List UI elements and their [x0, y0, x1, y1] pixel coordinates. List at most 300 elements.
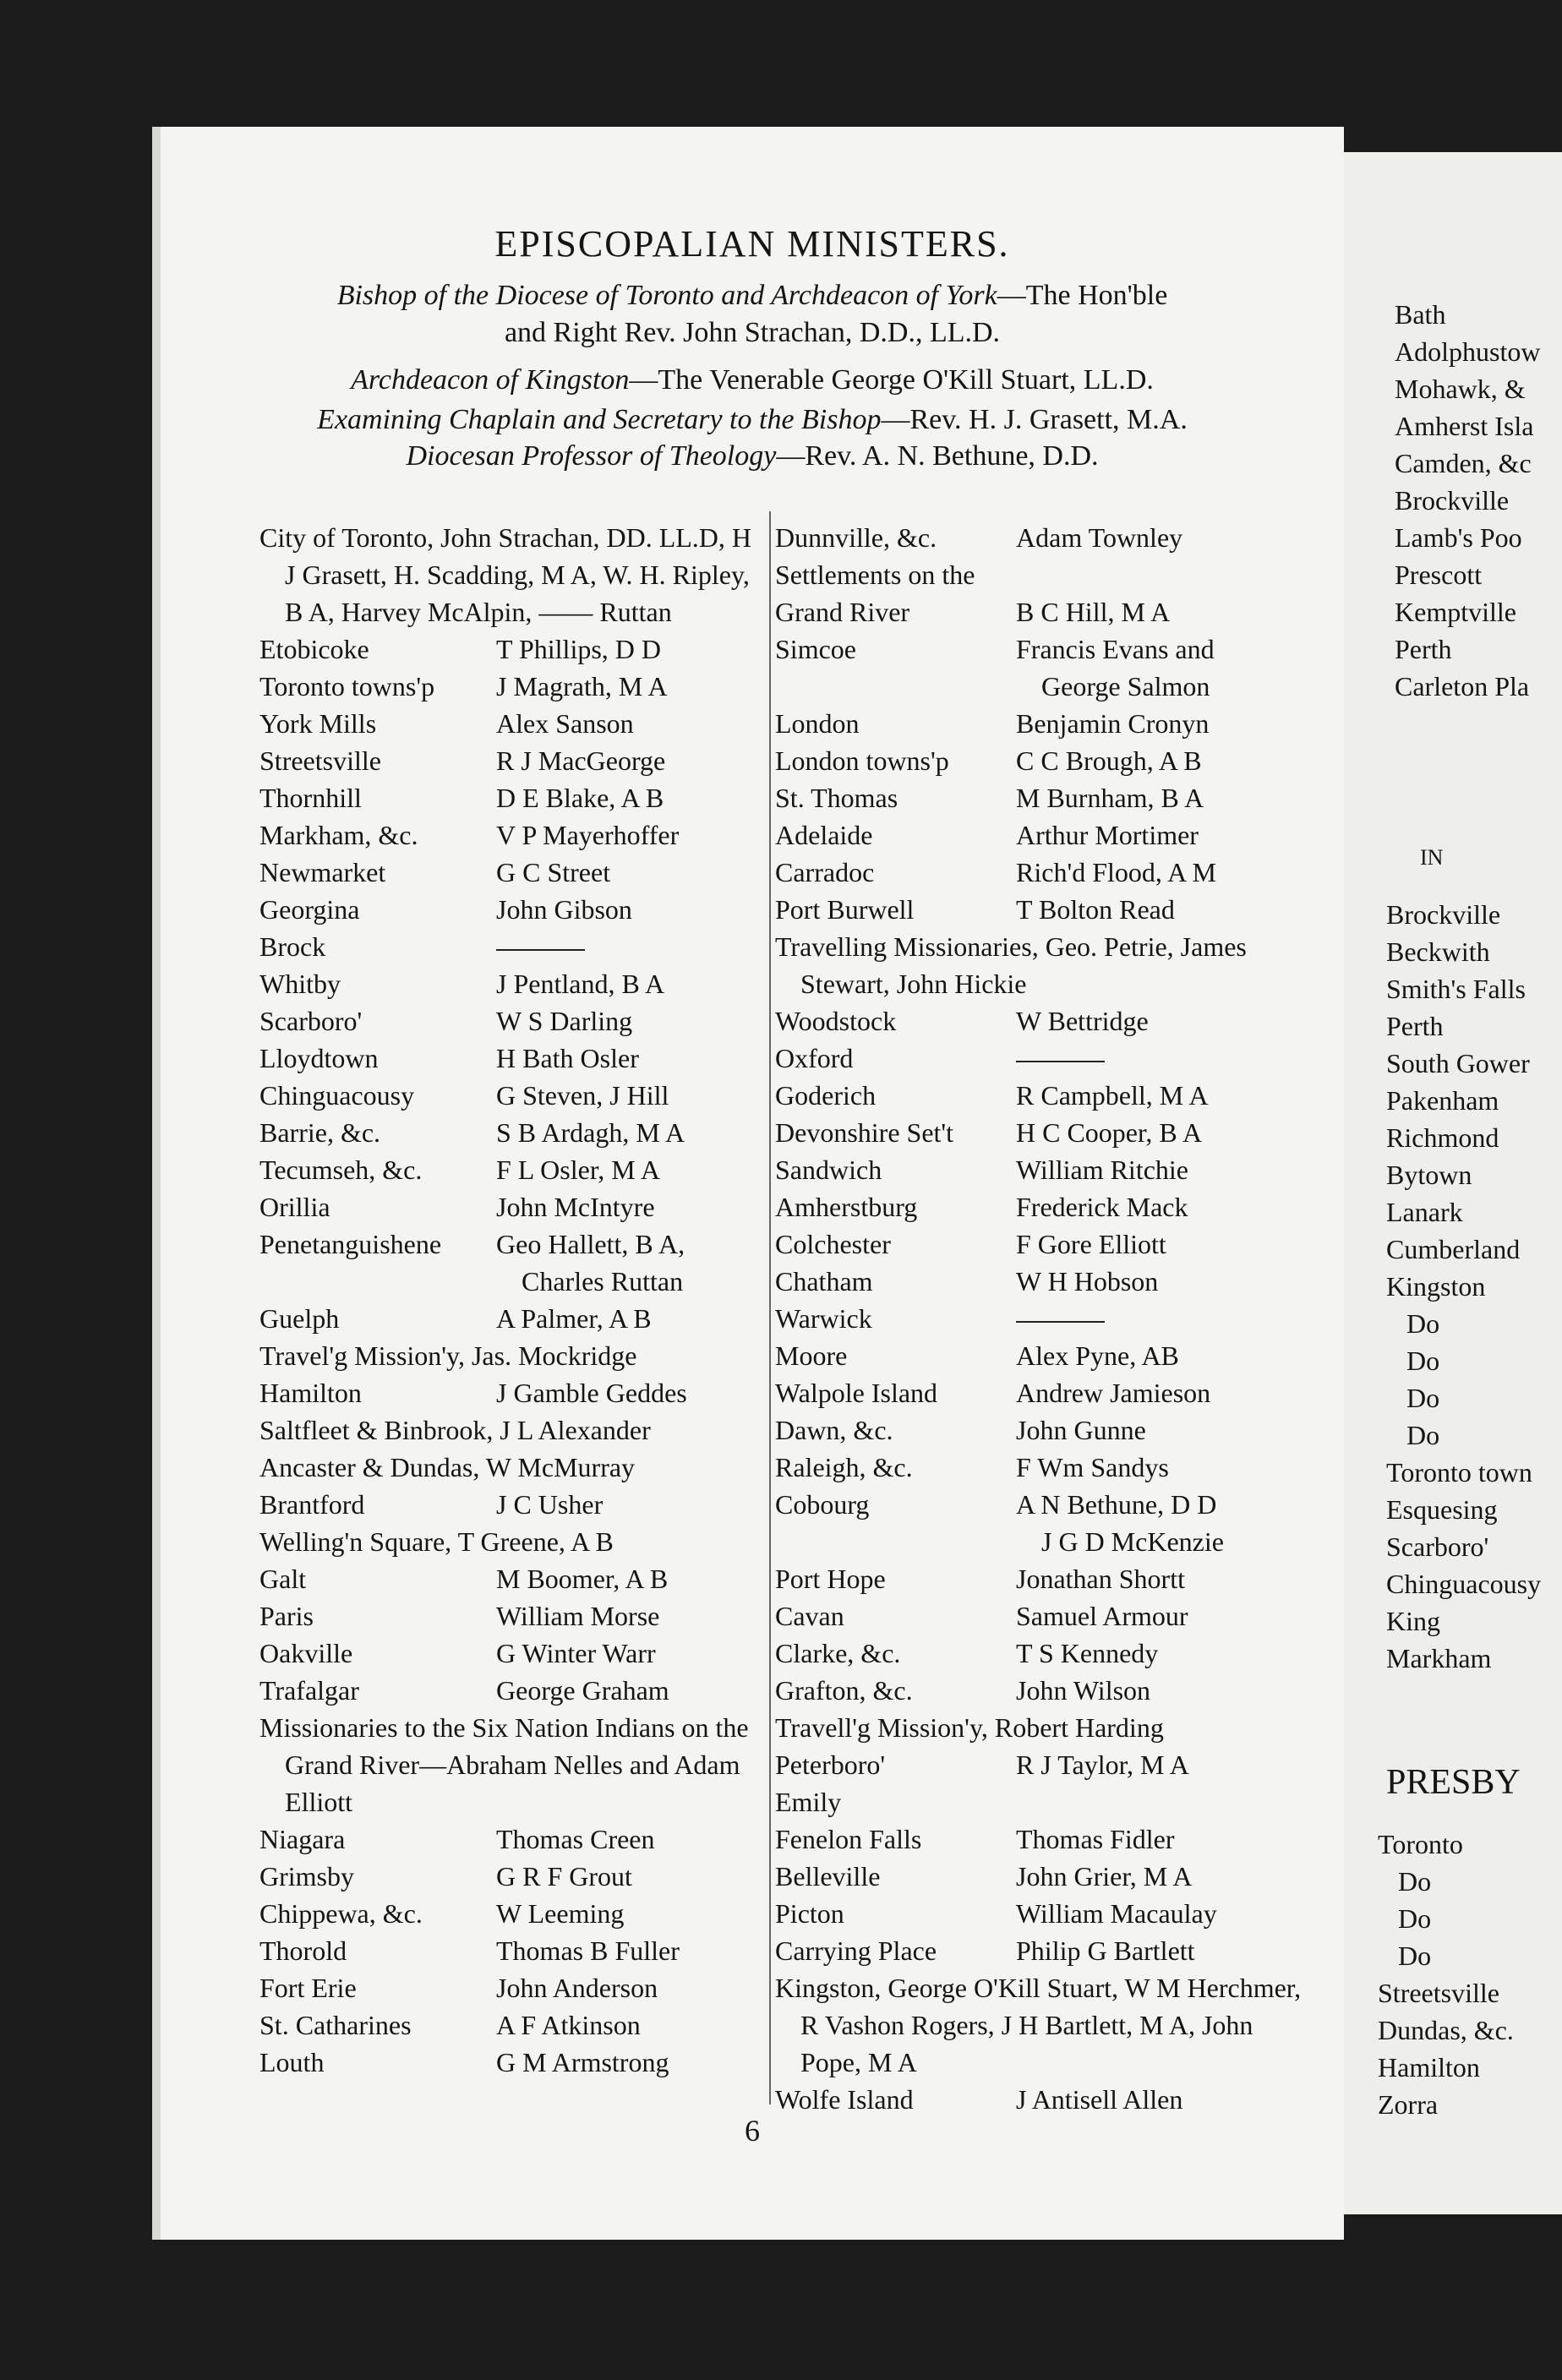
entry-text: Travell'g Mission'y, Robert Harding [775, 1712, 1164, 1743]
next-page-list [1395, 296, 1540, 705]
entry-row [259, 965, 758, 1002]
minister-name [1016, 1449, 1169, 1486]
minister-name [1016, 1077, 1209, 1114]
minister-name [496, 742, 665, 779]
next-page-line: Perth [1386, 1011, 1444, 1041]
minister-line: G Steven, J Hill [496, 1080, 669, 1111]
minister-name [1016, 593, 1170, 630]
entry-row [775, 1932, 1316, 1969]
next-page-line: Esquesing [1386, 1494, 1498, 1525]
next-page-line: Camden, &c [1395, 448, 1532, 478]
entry-row [775, 1374, 1316, 1411]
minister-name [496, 854, 610, 891]
header-text: —The Hon'ble [997, 280, 1168, 311]
minister-line: William Macaulay [1016, 1898, 1217, 1929]
minister-name [1016, 1820, 1175, 1858]
next-page-line: Toronto [1378, 1829, 1463, 1859]
minister-line: M Burnham, B A [1016, 783, 1204, 813]
entry-row [775, 1820, 1316, 1858]
next-page-line: South Gower [1386, 1048, 1530, 1078]
place-name: Carrying Place [775, 1935, 937, 1966]
minister-line: J Antisell Allen [1016, 2084, 1183, 2115]
minister-name [496, 779, 664, 816]
place-name: Guelph [259, 1303, 340, 1334]
place-name: Louth [259, 2047, 325, 2077]
next-page-line: Do [1378, 1941, 1432, 1971]
minister-name [1016, 1263, 1158, 1300]
next-page-line: Amherst Isla [1395, 411, 1534, 441]
place-name: Colchester [775, 1229, 891, 1259]
minister-line: Samuel Armour [1016, 1601, 1188, 1631]
place-name: Galt [259, 1564, 307, 1594]
place-name: St. Thomas [775, 783, 898, 813]
entry-row [259, 705, 758, 742]
next-page-line: Do [1386, 1420, 1440, 1450]
minister-line: T S Kennedy [1016, 1638, 1159, 1668]
place-name: London [775, 708, 860, 739]
next-page-line: Brockville [1386, 899, 1501, 930]
place-name: Whitby [259, 969, 341, 999]
minister-name [1016, 1746, 1189, 1783]
vacant-dash [1016, 1061, 1105, 1062]
place-name: Trafalgar [259, 1675, 359, 1706]
entry-text: Settlements on the [775, 560, 975, 590]
minister-line: Thomas B Fuller [496, 1935, 680, 1966]
entry-row [775, 630, 1316, 705]
next-page-line: Lamb's Poo [1395, 522, 1522, 553]
entry-row [259, 1635, 758, 1672]
minister-name [1016, 519, 1182, 556]
place-name: Port Burwell [775, 894, 915, 925]
place-name: Chatham [775, 1266, 873, 1296]
entry-text: Kingston, George O'Kill Stuart, W M Herchmer, R Vashon Rogers, J H Bartlett, M A, John Pope, M A [775, 1973, 1302, 2077]
entry-row [259, 816, 758, 854]
minister-name [496, 1560, 668, 1597]
minister-name [496, 928, 585, 965]
entry-row [775, 1151, 1316, 1188]
place-name: Brantford [259, 1489, 365, 1520]
place-name: Devonshire Set't [775, 1117, 954, 1148]
minister-name [1016, 1114, 1202, 1151]
minister-name [1016, 1374, 1210, 1411]
minister-name [496, 1635, 656, 1672]
next-page-line: Bath [1395, 299, 1446, 330]
minister-name [496, 1858, 632, 1895]
place-name: Chippewa, &c. [259, 1898, 423, 1929]
minister-line: J Magrath, M A [496, 671, 668, 701]
minister-line: T Bolton Read [1016, 894, 1175, 925]
next-page-line: Kemptville [1395, 597, 1516, 627]
next-page-line: Brockville [1395, 485, 1510, 516]
minister-line: C C Brough, A B [1016, 745, 1202, 776]
entry-row [775, 742, 1316, 779]
entry-row [775, 1040, 1316, 1077]
entry-row [259, 1077, 758, 1114]
next-page-line: Do [1386, 1308, 1440, 1339]
entry-row [259, 2044, 758, 2081]
minister-line: William Morse [496, 1601, 660, 1631]
place-name: Niagara [259, 1824, 346, 1854]
minister-name [496, 1114, 685, 1151]
entry-row [259, 1597, 758, 1635]
minister-line: S B Ardagh, M A [496, 1117, 685, 1148]
entry-text: Missionaries to the Six Nation Indians on the Grand River—Abraham Nelles and Adam Elliott [259, 1712, 749, 1817]
place-name: Lloydtown [259, 1043, 379, 1073]
minister-name [1016, 742, 1202, 779]
minister-name [1016, 816, 1199, 854]
entry-row [259, 1040, 758, 1077]
minister-line: Arthur Mortimer [1016, 820, 1199, 850]
left-column [259, 519, 758, 2081]
entry-text: City of Toronto, John Strachan, DD. LL.D, H J Grasett, H. Scadding, M A, W. H. Ripley, B A, Harvey McAlpin, —— Ruttan [259, 522, 751, 627]
place-name: Simcoe [775, 634, 856, 664]
minister-name [1016, 1895, 1217, 1932]
entry-row [259, 854, 758, 891]
minister-line-2: George Salmon [1041, 671, 1210, 701]
header-line [161, 362, 1344, 399]
entry-row [259, 1225, 758, 1300]
next-page-line: Richmond [1386, 1122, 1499, 1153]
minister-name [1016, 779, 1204, 816]
minister-line: G Winter Warr [496, 1638, 656, 1668]
minister-name [496, 1597, 659, 1635]
entry-row [775, 1337, 1316, 1374]
entry-row [775, 816, 1316, 854]
next-page-list [1386, 896, 1541, 1677]
minister-line: A N Bethune, D D [1016, 1489, 1217, 1520]
minister-name [1016, 1151, 1188, 1188]
place-name: Grimsby [259, 1861, 354, 1891]
entry-row [775, 1263, 1316, 1300]
minister-line: William Ritchie [1016, 1155, 1188, 1185]
next-page-line: Dundas, &c. [1378, 2015, 1514, 2045]
minister-line: J C Usher [496, 1489, 604, 1520]
next-page-line: Scarboro' [1386, 1531, 1489, 1562]
entry-row [259, 742, 758, 779]
place-name: Thornhill [259, 783, 362, 813]
next-page-line: Do [1378, 1866, 1432, 1897]
minister-line: G M Armstrong [496, 2047, 669, 2077]
place-name: Streetsville [259, 745, 381, 776]
next-page-section-heading: PRESBY [1386, 1763, 1521, 1802]
page-title: EPISCOPALIAN MINISTERS. [494, 223, 1010, 265]
minister-line: H C Cooper, B A [1016, 1117, 1203, 1148]
minister-line: F Wm Sandys [1016, 1452, 1169, 1482]
entry-row [775, 1672, 1316, 1709]
entry-row [259, 1820, 758, 1858]
header-italic: Bishop of the Diocese of Toronto and Archdeacon of York [336, 280, 997, 311]
next-page-line: Smith's Falls [1386, 974, 1526, 1004]
next-page-line: Lanark [1386, 1197, 1463, 1227]
place-name: Adelaide [775, 820, 873, 850]
minister-line: John Gibson [496, 894, 632, 925]
header-text: —Rev. A. N. Bethune, D.D. [776, 440, 1099, 472]
entry-text: Saltfleet & Binbrook, J L Alexander [259, 1415, 651, 1445]
minister-line: F Gore Elliott [1016, 1229, 1166, 1259]
entry-row [259, 1672, 758, 1709]
place-name: Peterboro' [775, 1750, 886, 1780]
place-name: Hamilton [259, 1378, 362, 1408]
minister-line: V P Mayerhoffer [496, 820, 680, 850]
entry-row [775, 1300, 1316, 1337]
next-page-line: Streetsville [1378, 1978, 1499, 2008]
minister-name [496, 1374, 687, 1411]
minister-name [496, 1300, 652, 1337]
minister-name [1016, 1040, 1105, 1077]
entry-text: Travel'g Mission'y, Jas. Mockridge [259, 1340, 637, 1371]
minister-name [1016, 1597, 1188, 1635]
place-name: Carradoc [775, 857, 875, 887]
minister-name [1016, 1560, 1185, 1597]
next-page-line: Carleton Pla [1395, 671, 1530, 701]
entry-row [775, 1746, 1316, 1783]
entry-row [775, 593, 1316, 630]
header-line [161, 277, 1344, 314]
next-page-line: Zorra [1378, 2089, 1439, 2120]
minister-line: Adam Townley [1016, 522, 1183, 553]
minister-line: R Campbell, M A [1016, 1080, 1209, 1111]
entry-row [259, 1151, 758, 1188]
minister-line: F L Osler, M A [496, 1155, 660, 1185]
entry-row [775, 1858, 1316, 1895]
next-page-line: Beckwith [1386, 936, 1490, 967]
minister-name [496, 816, 679, 854]
minister-name [496, 1225, 685, 1300]
header-line [161, 438, 1344, 475]
place-name: Scarboro' [259, 1006, 363, 1036]
next-page-line: Markham [1386, 1643, 1492, 1673]
minister-line: W H Hobson [1016, 1266, 1159, 1296]
header-italic: Archdeacon of Kingston [351, 364, 630, 396]
minister-name [1016, 854, 1216, 891]
next-page-line: Bytown [1386, 1160, 1472, 1190]
minister-line: B C Hill, M A [1016, 597, 1171, 627]
minister-line: John Grier, M A [1016, 1861, 1193, 1891]
next-page-line: Cumberland [1386, 1234, 1521, 1264]
minister-line: W S Darling [496, 1006, 633, 1036]
minister-line: John McIntyre [496, 1192, 655, 1222]
place-name: Toronto towns'p [259, 671, 435, 701]
next-page-line: Do [1386, 1346, 1440, 1376]
entry-text: Travelling Missionaries, Geo. Petrie, James Stewart, John Hickie [775, 931, 1247, 999]
entry-row [259, 1932, 758, 1969]
minister-name [496, 1002, 632, 1040]
entry-row [259, 1114, 758, 1151]
place-name: Picton [775, 1898, 844, 1929]
minister-name [1016, 1858, 1192, 1895]
minister-name [496, 1820, 655, 1858]
minister-line: Philip G Bartlett [1016, 1935, 1195, 1966]
minister-line: Benjamin Cronyn [1016, 708, 1210, 739]
minister-name [1016, 1300, 1105, 1337]
next-page-line: King [1386, 1606, 1440, 1636]
place-name: Sandwich [775, 1155, 882, 1185]
minister-line: Alex Sanson [496, 708, 634, 739]
header-italic: Diocesan Professor of Theology [406, 440, 777, 472]
header-text: —The Venerable George O'Kill Stuart, LL.D. [629, 364, 1154, 396]
minister-name [496, 965, 664, 1002]
minister-line: G R F Grout [496, 1861, 632, 1891]
entry-row [775, 854, 1316, 891]
place-name: Port Hope [775, 1564, 886, 1594]
minister-name [1016, 705, 1209, 742]
minister-name [496, 705, 634, 742]
minister-line: George Graham [496, 1675, 669, 1706]
minister-name [496, 1969, 658, 2006]
minister-name [496, 2006, 641, 2044]
minister-name [496, 1932, 680, 1969]
entry-row [775, 1597, 1316, 1635]
minister-line: T Phillips, D D [496, 634, 661, 664]
entry-row [775, 1077, 1316, 1114]
minister-name [1016, 1932, 1195, 1969]
place-name: Georgina [259, 894, 360, 925]
minister-line: Thomas Fidler [1016, 1824, 1175, 1854]
place-name: Oxford [775, 1043, 854, 1073]
place-name: Walpole Island [775, 1378, 938, 1408]
place-name: Woodstock [775, 1006, 897, 1036]
entry-row [259, 2006, 758, 2044]
minister-name [496, 1895, 624, 1932]
minister-line-2: Charles Ruttan [522, 1266, 684, 1296]
place-name: Orillia [259, 1192, 330, 1222]
minister-name [496, 1077, 669, 1114]
minister-name [496, 1672, 669, 1709]
entry-row [259, 1858, 758, 1895]
vacant-dash [496, 949, 585, 951]
place-name: Fort Erie [259, 1973, 357, 2003]
entry-row [775, 519, 1316, 556]
place-name: Amherstburg [775, 1192, 918, 1222]
next-page-line: Hamilton [1378, 2052, 1480, 2082]
place-name: Cobourg [775, 1489, 870, 1520]
entry-row [259, 891, 758, 928]
entry-row [259, 1560, 758, 1597]
minister-name [1016, 1411, 1146, 1449]
next-page-line: Adolphustow [1395, 336, 1541, 367]
minister-name [1016, 891, 1175, 928]
minister-name [496, 668, 668, 705]
entry-row [259, 779, 758, 816]
next-page-line: Perth [1395, 634, 1452, 664]
minister-name [1016, 1188, 1188, 1225]
minister-line: A Palmer, A B [496, 1303, 652, 1334]
next-page-line: Prescott [1395, 560, 1483, 590]
minister-name [1016, 1337, 1179, 1374]
minister-name [496, 2044, 669, 2081]
entry-row [259, 630, 758, 668]
header-text: and Right Rev. John Strachan, D.D., LL.D. [504, 317, 1001, 348]
entry-row [775, 1895, 1316, 1932]
place-name: London towns'p [775, 745, 949, 776]
place-name: Penetanguishene [259, 1229, 442, 1259]
next-page-line: Toronto town [1386, 1457, 1532, 1488]
place-name: St. Catharines [259, 2010, 412, 2040]
next-page-fragment [1344, 152, 1562, 2214]
header-line [161, 401, 1344, 439]
place-name: Markham, &c. [259, 820, 418, 850]
entry-row [775, 779, 1316, 816]
place-name: Wolfe Island [775, 2084, 914, 2115]
place-name: Cavan [775, 1601, 844, 1631]
place-name: Chinguacousy [259, 1080, 415, 1111]
minister-line: G C Street [496, 857, 611, 887]
minister-line: D E Blake, A B [496, 783, 664, 813]
entry-row [259, 928, 758, 965]
minister-line: J Pentland, B A [496, 969, 665, 999]
place-name: Thorold [259, 1935, 347, 1966]
entry-row [775, 705, 1316, 742]
minister-line: Thomas Creen [496, 1824, 655, 1854]
minister-name [1016, 1635, 1158, 1672]
minister-name [496, 630, 661, 668]
entry-row [775, 891, 1316, 928]
minister-name [496, 1486, 603, 1523]
place-name: Grand River [775, 597, 910, 627]
place-name: Tecumseh, &c. [259, 1155, 423, 1185]
entry-row [775, 1188, 1316, 1225]
minister-line: John Wilson [1016, 1675, 1151, 1706]
minister-name [496, 1040, 639, 1077]
entry-text: Ancaster & Dundas, W McMurray [259, 1452, 636, 1482]
minister-name [1016, 630, 1215, 705]
entry-row [775, 1486, 1316, 1560]
entry-row [259, 1300, 758, 1337]
minister-line: Andrew Jamieson [1016, 1378, 1211, 1408]
entry-row [259, 668, 758, 705]
place-name: Raleigh, &c. [775, 1452, 913, 1482]
place-name: Belleville [775, 1861, 881, 1891]
minister-name [1016, 1002, 1149, 1040]
entry-row [259, 1486, 758, 1523]
minister-line-2: J G D McKenzie [1041, 1526, 1224, 1557]
minister-line: J Gamble Geddes [496, 1378, 687, 1408]
minister-line: John Gunne [1016, 1415, 1146, 1445]
place-name: Etobicoke [259, 634, 369, 664]
minister-line: R J MacGeorge [496, 745, 666, 776]
minister-line: W Bettridge [1016, 1006, 1149, 1036]
minister-line: R J Taylor, M A [1016, 1750, 1189, 1780]
place-name: Emily [775, 1787, 842, 1817]
place-name: Dunnville, &c. [775, 522, 937, 553]
minister-name [496, 1151, 660, 1188]
next-page-line: Kingston [1386, 1271, 1486, 1302]
minister-line: Jonathan Shortt [1016, 1564, 1185, 1594]
header-italic: Examining Chaplain and Secretary to the Bishop [317, 404, 882, 435]
entry-row [775, 1114, 1316, 1151]
place-name: Dawn, &c. [775, 1415, 893, 1445]
entry-row [775, 1560, 1316, 1597]
place-name: Barrie, &c. [259, 1117, 381, 1148]
minister-line: M Boomer, A B [496, 1564, 669, 1594]
entry-row [775, 1411, 1316, 1449]
next-page-line: Do [1386, 1383, 1440, 1413]
place-name: Brock [259, 931, 326, 962]
entry-row [775, 1225, 1316, 1263]
minister-line: Alex Pyne, AB [1016, 1340, 1179, 1371]
next-page-line: Pakenham [1386, 1085, 1499, 1116]
header-text: —Rev. H. J. Grasett, M.A. [881, 404, 1188, 435]
place-name: Clarke, &c. [775, 1638, 901, 1668]
page-number: 6 [745, 2114, 760, 2148]
next-page-line: Chinguacousy [1386, 1569, 1542, 1599]
entry-row [259, 1895, 758, 1932]
entry-row [775, 1635, 1316, 1672]
entry-row [775, 1449, 1316, 1486]
place-name: Goderich [775, 1080, 877, 1111]
minister-line: W Leeming [496, 1898, 625, 1929]
minister-line: Rich'd Flood, A M [1016, 857, 1216, 887]
